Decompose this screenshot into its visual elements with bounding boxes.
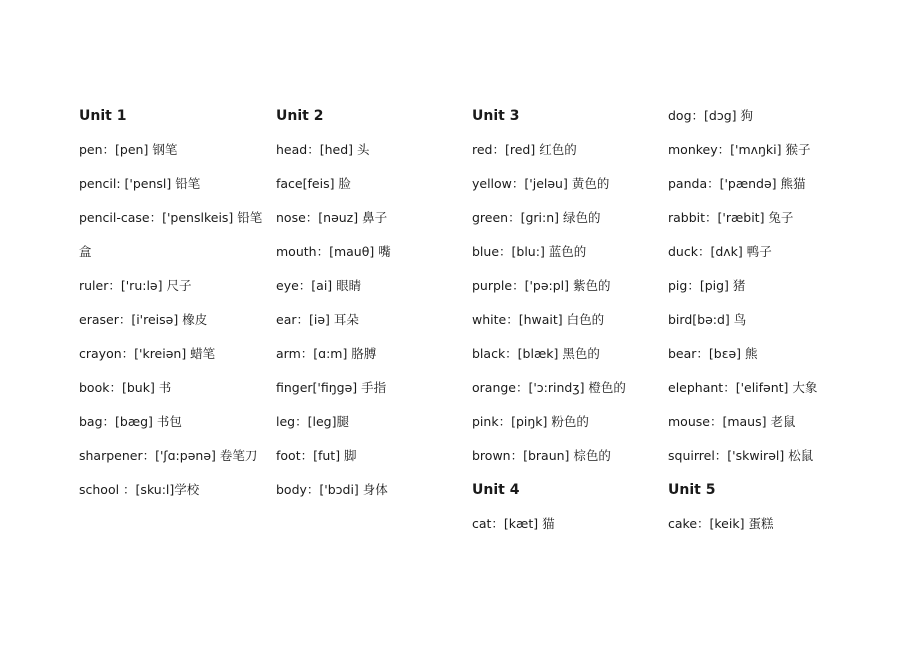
vocab-entry: ear：[iə] 耳朵 <box>276 312 359 327</box>
vocab-entry: brown：[braun] 棕色的 <box>472 448 611 463</box>
vocab-entry: duck：[dʌk] 鸭子 <box>668 244 772 259</box>
vocab-entry: pink：[piŋk] 粉色的 <box>472 414 589 429</box>
vocab-entry: body：['bɔdi] 身体 <box>276 482 388 497</box>
vocab-entry: pencil-case：['penslkeis] 铅笔 <box>79 210 263 225</box>
vocab-entry: bag：[bæg] 书包 <box>79 414 182 429</box>
vocab-entry: cat：[kæt] 猫 <box>472 516 555 531</box>
vocab-entry: green：[gri:n] 绿色的 <box>472 210 601 225</box>
vocab-entry: dog：[dɔg] 狗 <box>668 108 753 123</box>
vocab-entry: monkey：['mʌŋki] 猴子 <box>668 142 811 157</box>
vocab-entry: black：[blæk] 黑色的 <box>472 346 600 361</box>
vocab-entry: head：[hed] 头 <box>276 142 370 157</box>
vocab-column-4 <box>668 103 817 545</box>
vocab-column-3 <box>472 103 626 545</box>
vocab-entry: panda：['pændə] 熊猫 <box>668 176 806 191</box>
unit-heading: Unit 1 <box>79 108 127 124</box>
vocab-entry: purple：['pə:pl] 紫色的 <box>472 278 611 293</box>
vocab-entry: foot：[fut] 脚 <box>276 448 357 463</box>
vocab-entry: rabbit：['ræbit] 兔子 <box>668 210 794 225</box>
vocab-entry: bear：[bɛə] 熊 <box>668 346 758 361</box>
vocab-entry: white：[hwait] 白色的 <box>472 312 605 327</box>
vocab-entry: crayon：['kreiən] 蜡笔 <box>79 346 216 361</box>
vocab-entry: finger['fiŋgə] 手指 <box>276 380 387 395</box>
unit-heading: Unit 5 <box>668 482 716 498</box>
vocab-entry: leg：[leg]腿 <box>276 414 349 429</box>
vocab-entry: eye：[ai] 眼睛 <box>276 278 362 293</box>
vocab-entry: elephant：['elifənt] 大象 <box>668 380 818 395</box>
vocab-entry: mouth：[mauθ] 嘴 <box>276 244 391 259</box>
vocab-entry-continuation: 盒 <box>79 244 92 259</box>
vocab-entry: eraser：[i'reisə] 橡皮 <box>79 312 208 327</box>
vocab-entry: red：[red] 红色的 <box>472 142 577 157</box>
vocab-entry: bird[bə:d] 鸟 <box>668 312 747 327</box>
unit-heading: Unit 4 <box>472 482 520 498</box>
unit-heading: Unit 2 <box>276 108 324 124</box>
vocab-entry: mouse：[maus] 老鼠 <box>668 414 796 429</box>
vocab-entry: squirrel：['skwirəl] 松鼠 <box>668 448 814 463</box>
vocab-entry: blue：[blu:] 蓝色的 <box>472 244 587 259</box>
vocab-entry: yellow：['jeləu] 黄色的 <box>472 176 610 191</box>
vocab-entry: nose：[nəuz] 鼻子 <box>276 210 388 225</box>
vocab-column-1 <box>79 103 262 511</box>
vocab-entry: face[feis] 脸 <box>276 176 351 191</box>
vocab-entry: sharpener：['ʃɑ:pənə] 卷笔刀 <box>79 448 258 463</box>
unit-heading: Unit 3 <box>472 108 520 124</box>
vocab-column-2 <box>276 103 391 511</box>
vocab-entry: ruler：['ru:lə] 尺子 <box>79 278 192 293</box>
vocab-entry: arm：[ɑ:m] 胳膊 <box>276 346 377 361</box>
vocab-entry: orange：['ɔ:rindʒ] 橙色的 <box>472 380 626 395</box>
vocab-entry: pig：[pig] 猪 <box>668 278 746 293</box>
vocab-entry: pen：[pen] 钢笔 <box>79 142 178 157</box>
vocab-entry: pencil: ['pensl] 铅笔 <box>79 176 201 191</box>
vocab-entry: cake：[keik] 蛋糕 <box>668 516 774 531</box>
vocab-entry: book：[buk] 书 <box>79 380 172 395</box>
vocab-entry: school ：[sku:l]学校 <box>79 482 200 497</box>
